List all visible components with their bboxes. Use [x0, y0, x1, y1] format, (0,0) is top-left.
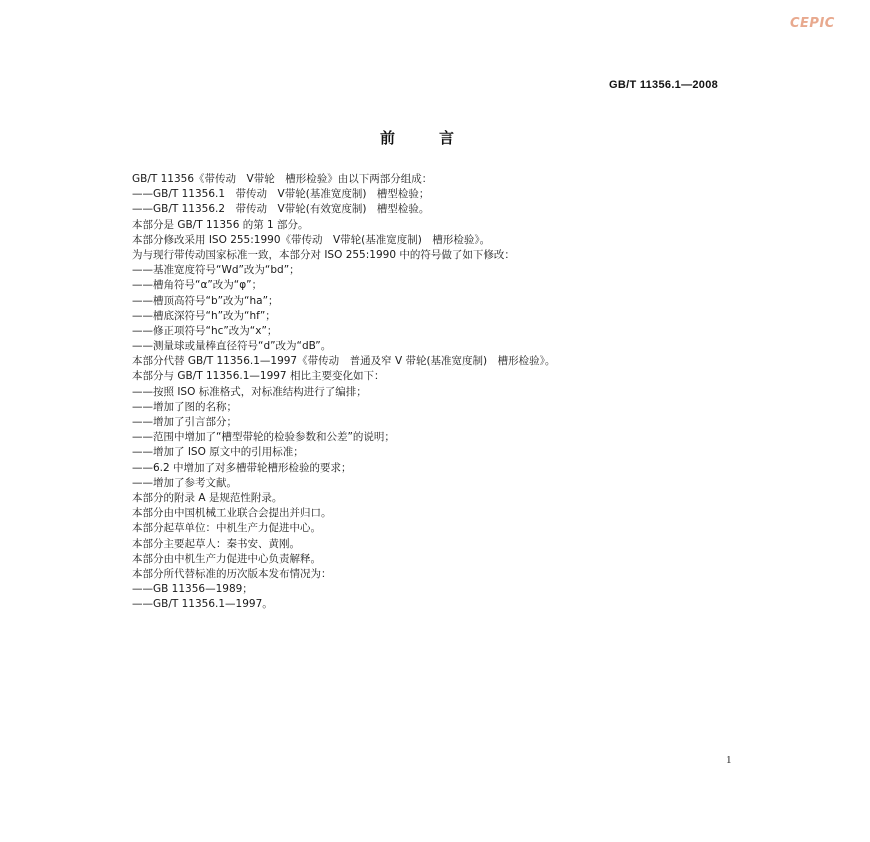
text-line: ——槽底深符号“h”改为“hf”；: [132, 309, 276, 322]
standard-number: GB/T 11356.1—2008: [609, 79, 719, 91]
text-line: 本部分的附录 A 是规范性附录。: [132, 491, 283, 504]
text-line: ——增加了引言部分；: [132, 416, 237, 428]
text-line: ——测量球或量棒直径符号“d”改为“dB”。: [132, 340, 332, 353]
page-number: 1: [726, 754, 732, 766]
foreword-body: [132, 172, 772, 612]
page-title: 前言: [380, 129, 499, 147]
text-line: ——GB/T 11356.2 带传动 V带轮(有效宽度制) 槽型检验。: [132, 203, 430, 216]
text-line: ——增加了图的名称；: [132, 400, 237, 413]
text-line: ——6.2 中增加了对多槽带轮槽形检验的要求；: [132, 461, 352, 474]
text-line: ——按照 ISO 标准格式，对标准结构进行了编排；: [132, 385, 367, 398]
text-line: ——修正项符号“hc”改为“x”；: [132, 324, 278, 337]
text-line: 本部分所代替标准的历次版本发布情况为：: [132, 567, 332, 580]
text-line: ——增加了 ISO 原文中的引用标准；: [132, 446, 304, 459]
text-line: ——GB/T 11356.1 带传动 V带轮(基准宽度制) 槽型检验；: [132, 188, 430, 201]
text-line: ——GB/T 11356.1—1997。: [132, 598, 273, 611]
text-line: ——GB 11356—1989；: [132, 583, 253, 596]
text-line: 本部分由中机生产力促进中心负责解释。: [132, 552, 321, 565]
text-line: GB/T 11356《带传动 V带轮 槽形检验》由以下两部分组成：: [132, 173, 433, 185]
text-line: 本部分代替 GB/T 11356.1—1997《带传动 普通及窄 V 带轮(基准宽度制) 槽形检验》。: [132, 355, 556, 368]
text-line: ——范围中增加了“槽型带轮的检验参数和公差”的说明；: [132, 431, 395, 444]
text-line: 本部分主要起草人：秦书安、黄刚。: [132, 537, 300, 550]
text-line: ——槽角符号“α”改为“φ”；: [132, 279, 263, 292]
text-line: ——基准宽度符号“Wd”改为“bd”；: [132, 264, 300, 277]
text-line: 本部分是 GB/T 11356 的第 1 部分。: [132, 218, 309, 231]
text-line: ——槽顶高符号“b”改为“ha”；: [132, 294, 279, 307]
text-line: 本部分修改采用 ISO 255:1990《带传动 V带轮(基准宽度制) 槽形检验》。: [132, 233, 491, 246]
text-line: 本部分由中国机械工业联合会提出并归口。: [132, 507, 332, 520]
text-line: 为与现行带传动国家标准一致，本部分对 ISO 255:1990 中的符号做了如下修改：: [132, 248, 515, 261]
publisher-logo: CEPIC: [790, 16, 835, 31]
text-line: ——增加了参考文献。: [132, 476, 237, 489]
text-line: 本部分与 GB/T 11356.1—1997 相比主要变化如下：: [132, 370, 385, 383]
text-line: 本部分起草单位：中机生产力促进中心。: [132, 522, 321, 535]
